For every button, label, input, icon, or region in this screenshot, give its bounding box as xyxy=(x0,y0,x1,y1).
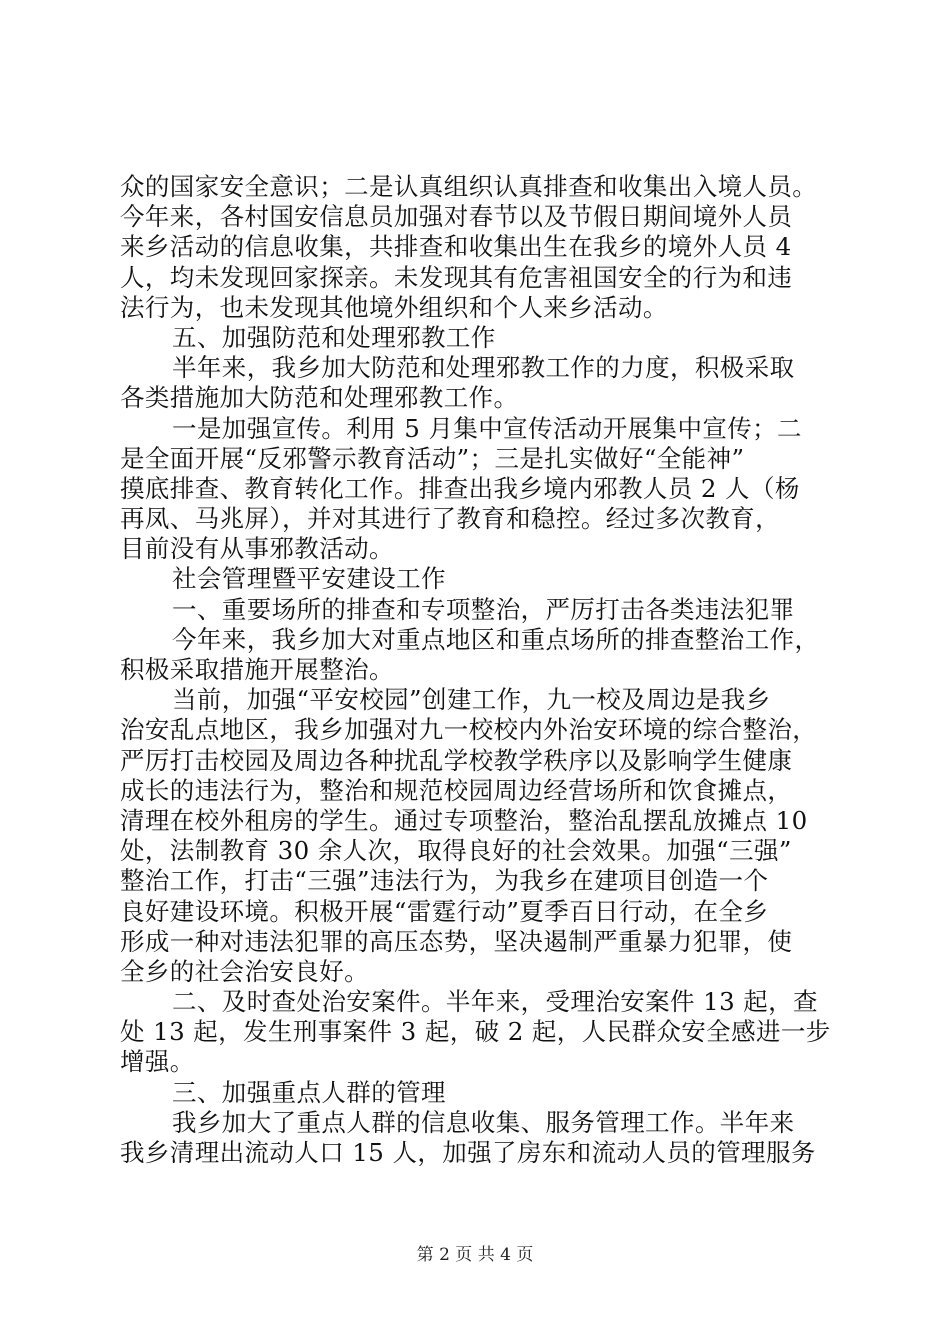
text-line: 三、加强重点人群的管理 xyxy=(172,1077,446,1107)
text-line: 今年来，我乡加大对重点地区和重点场所的排查整治工作， xyxy=(172,624,820,654)
text-line: 我乡清理出流动人口 15 人，加强了房东和流动人员的管理服务 xyxy=(120,1138,816,1167)
text-line: 法行为，也未发现其他境外组织和个人来乡活动。 xyxy=(120,292,668,322)
text-line: 人，均未发现回家探亲。未发现其有危害祖国安全的行为和违 xyxy=(120,262,793,292)
text-line: 目前没有从事邪教活动。 xyxy=(120,534,394,564)
text-line: 整治工作，打击“三强”违法行为，为我乡在建项目创造一个 xyxy=(120,866,769,896)
text-line: 今年来，各村国安信息员加强对春节以及节假日期间境外人员 xyxy=(120,202,793,232)
text-line: 积极采取措施开展整治。 xyxy=(120,655,394,684)
text-line: 一是加强宣传。利用 5 月集中宣传活动开展集中宣传；二 xyxy=(172,413,802,443)
text-line: 摸底排查、教育转化工作。排查出我乡境内邪教人员 2 人（杨 xyxy=(120,473,800,503)
text-line: 增强。 xyxy=(120,1047,195,1077)
text-line: 来乡活动的信息收集，共排查和收集出生在我乡的境外人员 4 xyxy=(120,232,792,262)
text-line: 一、重要场所的排查和专项整治，严厉打击各类违法犯罪 xyxy=(172,594,795,624)
text-line: 处 13 起，发生刑事案件 3 起，破 2 起，人民群众安全感进一步 xyxy=(120,1017,831,1047)
text-line: 全乡的社会治安良好。 xyxy=(120,956,369,986)
page-footer xyxy=(0,1244,950,1266)
text-line: 良好建设环境。积极开展“雷霆行动”夏季百日行动，在全乡 xyxy=(120,896,769,926)
text-line: 我乡加大了重点人群的信息收集、服务管理工作。半年来 xyxy=(172,1107,795,1137)
text-line: 成长的违法行为，整治和规范校园周边经营场所和饮食摊点， xyxy=(120,775,793,805)
text-line: 当前，加强“平安校园”创建工作，九一校及周边是我乡 xyxy=(172,685,771,715)
text-line: 清理在校外租房的学生。通过专项整治，整治乱摆乱放摊点 10 xyxy=(120,805,808,835)
document-body xyxy=(120,172,840,1168)
text-line: 形成一种对违法犯罪的高压态势，坚决遏制严重暴力犯罪，使 xyxy=(120,926,793,956)
text-line: 治安乱点地区，我乡加强对九一校校内外治安环境的综合整治， xyxy=(120,715,818,745)
text-line: 处，法制教育 30 余人次，取得良好的社会效果。加强“三强” xyxy=(120,836,792,866)
paragraph-lines xyxy=(120,172,840,1168)
text-line: 社会管理暨平安建设工作 xyxy=(172,564,446,594)
page-number-label: 第 2 页 共 4 页 xyxy=(416,1245,534,1265)
text-line: 再凤、马兆屏），并对其进行了教育和稳控。经过多次教育， xyxy=(120,504,781,534)
text-line: 各类措施加大防范和处理邪教工作。 xyxy=(120,383,519,413)
text-line: 半年来，我乡加大防范和处理邪教工作的力度，积极采取 xyxy=(172,353,795,383)
text-line: 五、加强防范和处理邪教工作 xyxy=(172,322,496,352)
text-line: 二、及时查处治安案件。半年来，受理治安案件 13 起，查 xyxy=(172,987,818,1017)
text-line: 是全面开展“反邪警示教育活动”；三是扎实做好“全能神” xyxy=(120,443,745,473)
text-line: 众的国家安全意识；二是认真组织认真排查和收集出入境人员。 xyxy=(120,172,818,201)
text-line: 严厉打击校园及周边各种扰乱学校教学秩序以及影响学生健康 xyxy=(120,745,793,775)
